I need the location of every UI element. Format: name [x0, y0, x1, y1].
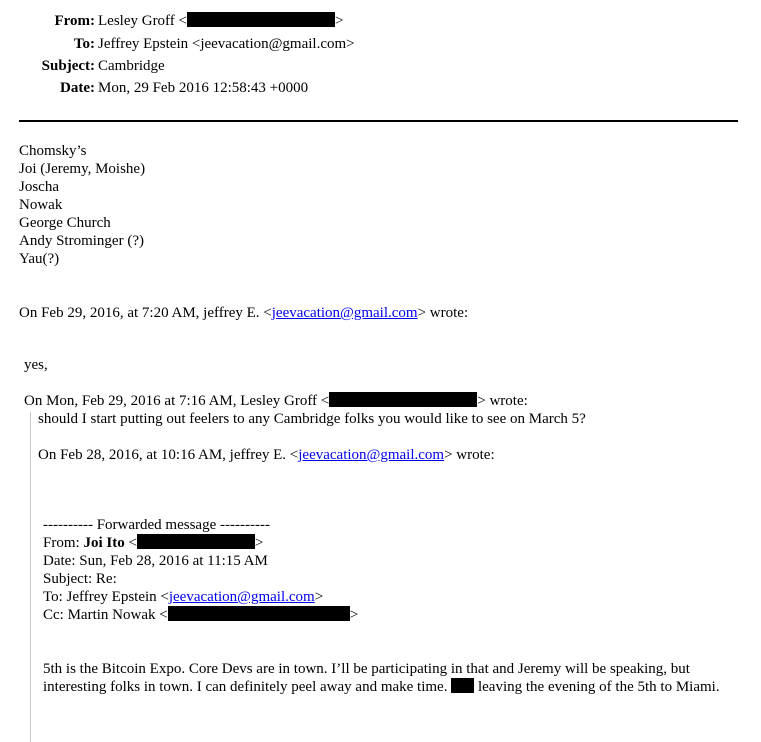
forwarded-to [43, 588, 323, 606]
forwarded-date: Date: Sun, Feb 28, 2016 at 11:15 AM [43, 553, 268, 569]
forwarded-to-prefix: To: Jeffrey Epstein < [43, 589, 169, 605]
redaction-box [187, 12, 335, 27]
name-list-item: Joi (Jeremy, Moishe) [19, 161, 146, 177]
date-label: Date: [60, 80, 95, 96]
redaction-box [329, 392, 477, 407]
forwarded-from-prefix: From: [43, 535, 84, 551]
quote-attribution [38, 446, 495, 464]
forwarded-from-open: < [124, 535, 137, 551]
reply-text: yes, [24, 357, 48, 373]
forwarded-from-close: > [254, 535, 264, 551]
attribution-text: > wrote: [477, 393, 528, 409]
forwarded-to-close: > [314, 589, 324, 605]
forwarded-from [43, 534, 263, 552]
message-text: 5th is the Bitcoin Expo. Core Devs are in town. I’ll be participating in that and Jeremy will be speaking, but interesting folks in town. I can definitely peel away and make time. [43, 661, 690, 695]
forwarded-from-name: Joi Ito [83, 535, 125, 551]
forwarded-subject: Subject: Re: [43, 571, 117, 587]
email-link[interactable]: jeevacation@gmail.com [168, 589, 315, 605]
from-name: Lesley Groff < [98, 13, 187, 29]
from-value [98, 12, 343, 30]
quote-bar [30, 412, 31, 742]
to-label: To: [73, 36, 95, 52]
subject-value: Cambridge [98, 58, 165, 74]
email-link[interactable]: jeevacation@gmail.com [298, 447, 445, 463]
header-divider [19, 120, 738, 122]
name-list-item: Chomsky’s [19, 143, 87, 159]
forwarded-message-body [43, 660, 743, 696]
attribution-text: > wrote: [417, 305, 469, 321]
forwarded-divider: ---------- Forwarded message ---------- [43, 517, 270, 533]
attribution-text: On Feb 28, 2016, at 10:16 AM, jeffrey E. < [38, 447, 299, 463]
quote-attribution [24, 392, 528, 410]
question-text: should I start putting out feelers to any Cambridge folks you would like to see on March 5? [38, 411, 586, 427]
to-value: Jeffrey Epstein <jeevacation@gmail.com> [98, 36, 355, 52]
from-label: From: [54, 13, 95, 29]
forwarded-cc [43, 606, 358, 624]
quote-attribution [19, 304, 468, 322]
name-list-item: Nowak [19, 197, 63, 213]
attribution-text: On Mon, Feb 29, 2016 at 7:16 AM, Lesley Groff < [24, 393, 330, 409]
redaction-box [168, 606, 350, 621]
message-text: leaving the evening of the 5th to Miami. [474, 679, 720, 695]
email-link[interactable]: jeevacation@gmail.com [271, 305, 418, 321]
attribution-text: On Feb 29, 2016, at 7:20 AM, jeffrey E. < [19, 305, 272, 321]
from-close: > [335, 13, 344, 29]
name-list-item: Joscha [19, 179, 59, 195]
name-list-item: Andy Strominger (?) [19, 233, 144, 249]
name-list-item: George Church [19, 215, 111, 231]
forwarded-cc-prefix: Cc: Martin Nowak < [43, 607, 168, 623]
redaction-box [137, 534, 255, 549]
subject-label: Subject: [41, 58, 95, 74]
redaction-box [451, 678, 474, 693]
date-value: Mon, 29 Feb 2016 12:58:43 +0000 [98, 80, 309, 96]
attribution-text: > wrote: [444, 447, 495, 463]
name-list-item: Yau(?) [19, 251, 60, 267]
forwarded-cc-close: > [349, 607, 359, 623]
